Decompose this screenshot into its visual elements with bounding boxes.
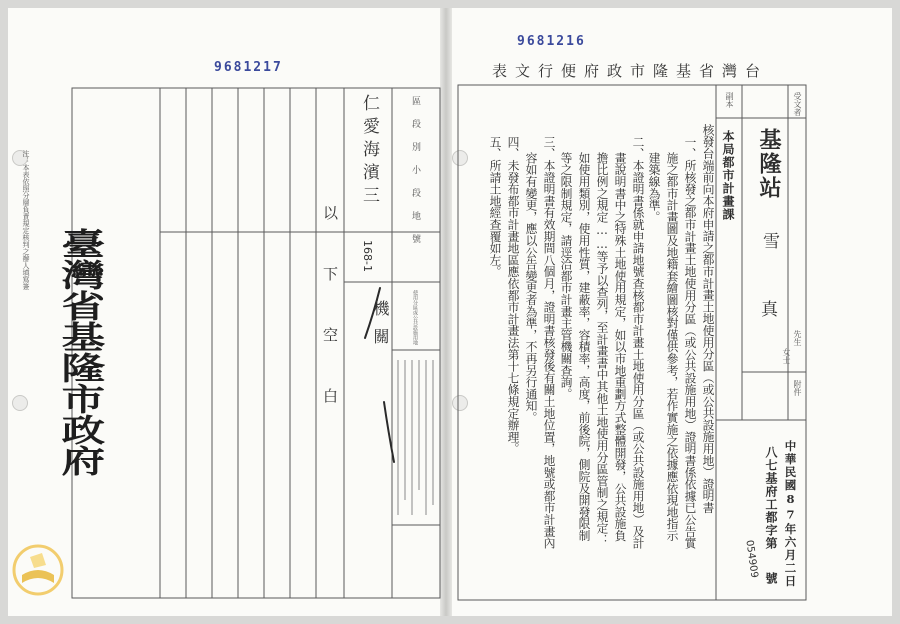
table-label-parcel: 區段別小段地號 — [410, 96, 420, 257]
archive-logo-icon — [8, 535, 68, 605]
table-label-zone: 使用分區或公共設施用地 — [412, 290, 418, 345]
recipient-given-name-2: 真 — [757, 300, 777, 317]
body-line: 一、所核發之都市計畫土地使用分區（或公共設施用地）證明書係依據已公告實 — [683, 136, 697, 549]
body-line: 施之都市計畫圖及地籍套繪圖核對僅供參考，若作實施之依據應依現地指示 — [665, 152, 679, 542]
recipient-label: 受文者 — [793, 92, 802, 116]
reference-prefix: 八七基府工都字第 — [764, 446, 778, 550]
issuer-seal-text: 臺灣省基隆市政府 — [53, 228, 104, 476]
recipient-name: 基隆站 — [756, 128, 782, 200]
body-line: 四、未發布都市計畫地區應依都市計畫法第十七條規定辦理。 — [506, 136, 520, 455]
fine-print-block — [398, 360, 433, 515]
reference-number: 054909 — [743, 539, 760, 579]
body-line: 如使用類別，使用性質，建蔽率，容積率，高度，前後院，側院及開發限制 — [577, 152, 591, 542]
body-line: 畫說明書中之特殊土地使用規定，如以市地重劃方式整體開發，公共設施負 — [613, 152, 627, 542]
body-line: 二、本證明書係就申請地號查核都市計畫土地使用分區（或公共設施用地）及計 — [631, 136, 645, 549]
body-line: 三、本證明書有效期間八個月，證明書核發後有關土地位置，地號或都市計畫內 — [542, 136, 556, 549]
remark-blank-below: 以下空白 — [321, 205, 339, 449]
section-name: 仁愛海濱三 — [359, 94, 379, 209]
body-line: 等之限制規定，請逕洽都市計畫主管機關查詢。 — [559, 152, 573, 400]
body-line: 建築線為準。 — [647, 152, 661, 223]
cc-department: 本局都市計畫課 — [721, 130, 735, 221]
side-note: 注：本表依照分層負責規定核判之辦人填寫簽 — [22, 150, 30, 290]
body-line: 擔比例之規定……等予以查列，至計畫書中其他土地使用分區管制之規定： — [595, 152, 609, 546]
right-document-number: 9681216 — [517, 34, 586, 49]
body-line: 五、所請土地經查覆如左。 — [488, 136, 502, 278]
recipient-given-name-1: 雪 — [759, 232, 779, 249]
attachment-label: 附件 — [793, 380, 802, 396]
honorific-mr: 先生 — [793, 330, 802, 346]
copy-label: 副本 — [725, 92, 734, 108]
issue-date: 中華民國87年六月二日 — [783, 440, 798, 588]
left-document-number: 9681217 — [214, 60, 283, 75]
reference-suffix: 號 — [764, 572, 778, 584]
lot-number: 168-1 — [361, 240, 374, 272]
body-line: 核發台端前向本府申請之都市計畫土地使用分區（或公共設施用地）證明書 — [701, 124, 715, 514]
body-line: 容如有變更，應以公告變更者為準，不再另行通知。 — [524, 152, 538, 424]
form-title: 表文行便府政市隆基省灣台 — [492, 62, 769, 80]
zone-value: 機關 — [371, 300, 390, 356]
honorific-ms: 女士 — [782, 348, 791, 364]
